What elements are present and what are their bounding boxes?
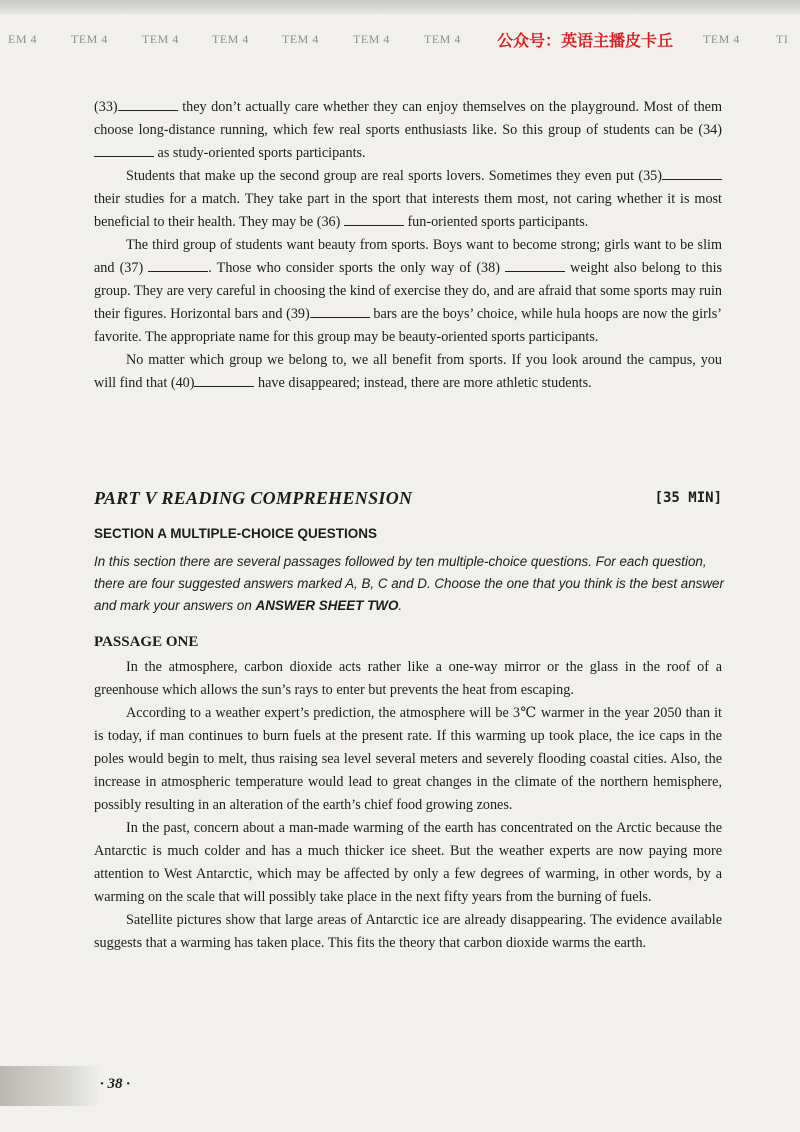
header-label: TEM 4 bbox=[71, 32, 108, 46]
answer-sheet-label: ANSWER SHEET TWO bbox=[255, 598, 399, 613]
paragraph-text: bars are the boys’ choice, while hula hoops are now the girls’ favorite. The appropriate name for this group may be beauty-oriented sports participants. bbox=[94, 306, 722, 345]
part-heading bbox=[94, 488, 722, 512]
passage-title: PASSAGE ONE bbox=[94, 634, 199, 650]
passage-paragraph: According to a weather expert’s prediction, the atmosphere will be 3℃ warmer in the year 2050 than it is today, if man continues to burn fuels at the present rate. If this warming up took place, the ice caps in the poles would begin to melt, thus raising sea level several meters and severely flooding coastal cities. Also, the increase in atmospheric temperature would lead to great changes in the climate of the northern hemisphere, possibly resulting in an alteration of the earth’s chief food growing zones. bbox=[94, 705, 722, 813]
page-number: · 38 · bbox=[100, 1076, 130, 1092]
cloze-paragraph bbox=[94, 234, 722, 349]
section-instructions bbox=[94, 551, 724, 617]
header-label: TEM 4 bbox=[142, 32, 179, 46]
header-label: TI bbox=[776, 32, 789, 46]
cloze-passage bbox=[94, 96, 722, 395]
question-number: (34) bbox=[698, 122, 722, 138]
paragraph-text: weight also belong to this group. They are very careful in choosing the kind of exercise they do, and are afraid that some sports may ruin their figures. Horizontal bars and bbox=[94, 260, 723, 322]
header-label: TEM 4 bbox=[424, 32, 461, 46]
answer-blank bbox=[118, 98, 178, 111]
paragraph-text: fun-oriented sports participants. bbox=[407, 214, 589, 230]
section-title: SECTION A MULTIPLE-CHOICE QUESTIONS bbox=[94, 526, 378, 541]
answer-blank bbox=[344, 213, 404, 226]
scan-top-band bbox=[0, 0, 800, 14]
paragraph-text: they don’t actually care whether they can enjoy themselves on the playground. Most of them choose long-distance running, which few real sports enthusiasts like. So this group of students can be bbox=[94, 99, 722, 138]
question-number: (33) bbox=[94, 99, 118, 115]
header-label: TEM 4 bbox=[703, 32, 740, 46]
header-label: TEM 4 bbox=[282, 32, 319, 46]
answer-blank bbox=[94, 144, 154, 157]
answer-blank bbox=[310, 305, 370, 318]
passage-paragraph: In the past, concern about a man-made warming of the earth has concentrated on the Arctic because the Antarctic is much colder and has a much thicker ice sheet. But the weather experts are now paying more attention to West Antarctic, which may be affected by only a few degrees of warming, in other words, by a warming on the scale that will possibly take place in the next fifty years from the burning of fuels. bbox=[94, 820, 722, 905]
cloze-paragraph bbox=[94, 349, 722, 395]
passage-paragraph: In the atmosphere, carbon dioxide acts rather like a one-way mirror or the glass in the roof of a greenhouse which allows the sun’s rays to enter but prevents the heat from escaping. bbox=[94, 659, 722, 698]
instructions-text: In this section there are several passages followed by ten multiple-choice questions. For each question, there are four suggested answers marked A, B, C and D. Choose the one that you think is the best answer and mark your answers on bbox=[94, 554, 724, 613]
header-label: TEM 4 bbox=[353, 32, 390, 46]
instructions-end: . bbox=[398, 598, 403, 613]
answer-blank bbox=[505, 259, 565, 272]
question-number: (35) bbox=[638, 168, 662, 184]
reading-passage bbox=[94, 656, 722, 955]
cloze-paragraph bbox=[94, 165, 722, 234]
header-label: EM 4 bbox=[8, 32, 37, 46]
cloze-paragraph bbox=[94, 96, 722, 165]
scan-footer-band bbox=[0, 1066, 100, 1106]
question-number: (37) bbox=[119, 260, 144, 276]
paragraph-text: their studies for a match. They take part in the sport that interests them most, not caring whether it is most beneficial to their health. They may be bbox=[94, 191, 722, 230]
paragraph-text: . Those who consider sports the only way of bbox=[208, 260, 472, 276]
watermark: 公众号：英语主播皮卡丘 bbox=[497, 31, 674, 50]
passage-paragraph: Satellite pictures show that large areas of Antarctic ice are already disappearing. The evidence available suggests that a warming has taken place. This fits the theory that carbon dioxide warms the earth. bbox=[94, 912, 722, 951]
paragraph-text: The third group of students want beauty from sports. Boys want to become strong; girls want to be slim and bbox=[94, 237, 722, 276]
paragraph-text: Students that make up the second group are real sports lovers. Sometimes they even put bbox=[126, 168, 635, 184]
answer-blank bbox=[148, 259, 208, 272]
question-number: (38) bbox=[476, 260, 500, 276]
header-label: TEM 4 bbox=[212, 32, 249, 46]
question-number: (36) bbox=[316, 214, 341, 230]
question-number: (40) bbox=[170, 375, 195, 391]
part-time-limit: [35 MIN] bbox=[654, 490, 722, 506]
paragraph-text: have disappeared; instead, there are more athletic students. bbox=[258, 375, 592, 391]
paragraph-text: as study-oriented sports participants. bbox=[157, 145, 366, 161]
answer-blank bbox=[662, 167, 722, 180]
answer-blank bbox=[194, 374, 254, 387]
question-number: (39) bbox=[286, 306, 310, 322]
running-header bbox=[0, 28, 800, 54]
paragraph-text: No matter which group we belong to, we all benefit from sports. If you look around the campus, you will find that bbox=[94, 352, 722, 391]
part-title: PART V READING COMPREHENSION bbox=[94, 488, 413, 508]
